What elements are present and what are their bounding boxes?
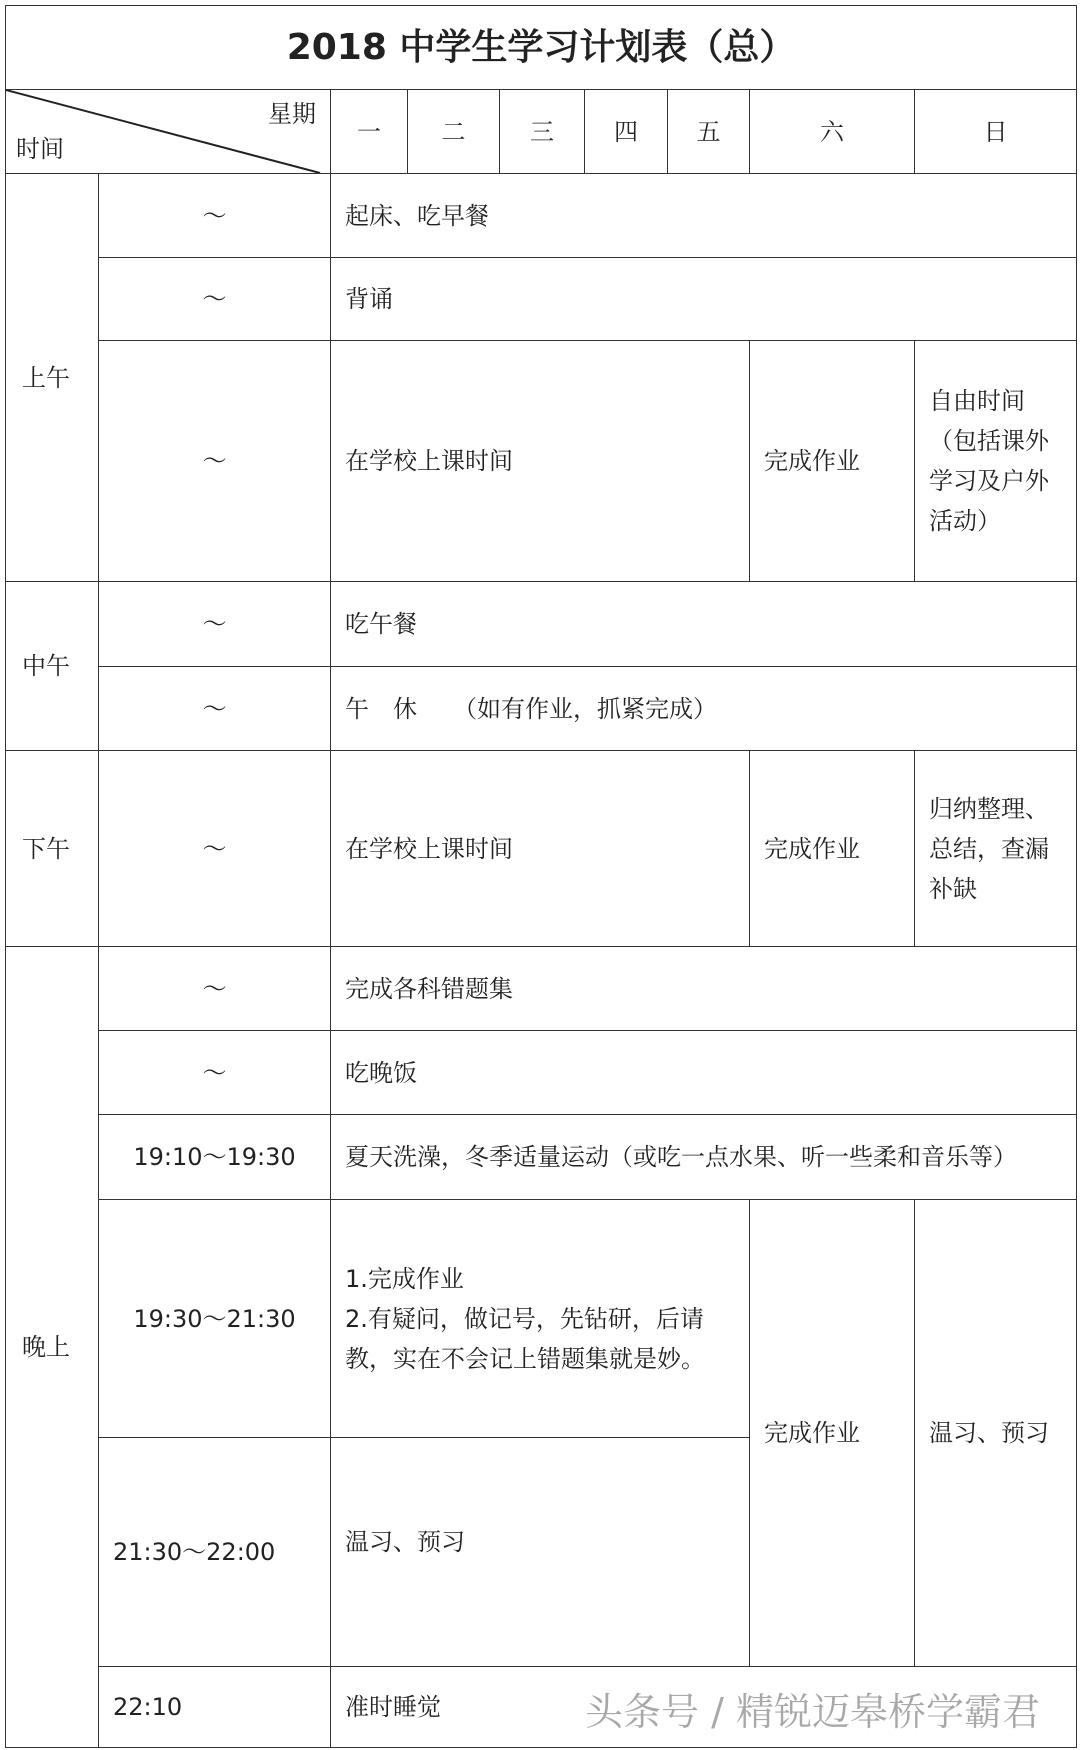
- table-row: [6, 751, 1077, 947]
- table-row: [6, 582, 1077, 667]
- activity-cell: 温习、预习: [331, 1438, 750, 1667]
- time-cell: ～: [99, 751, 331, 947]
- day-header: 四: [585, 90, 668, 174]
- time-cell: ～: [99, 947, 331, 1031]
- table-row: [6, 1115, 1077, 1200]
- time-cell: 21:30～22:00: [99, 1438, 331, 1667]
- sunday-cell: 归纳整理、总结，查漏补缺: [915, 751, 1077, 947]
- period-afternoon: 下午: [6, 751, 99, 947]
- activity-cell: 吃午餐: [331, 582, 1077, 667]
- weekday-label: 星期: [268, 100, 316, 128]
- table-row: [6, 341, 1077, 582]
- activity-cell: 起床、吃早餐: [331, 174, 1077, 258]
- saturday-cell: 完成作业: [750, 1200, 915, 1667]
- time-cell: 19:30～21:30: [99, 1200, 331, 1438]
- table-row: [6, 258, 1077, 341]
- day-header: 一: [331, 90, 408, 174]
- activity-cell: 在学校上课时间: [331, 341, 750, 582]
- diagonal-header-cell: [6, 90, 331, 174]
- period-evening: 晚上: [6, 947, 99, 1748]
- time-cell: ～: [99, 174, 331, 258]
- header-row: [6, 90, 1077, 174]
- day-header: 五: [668, 90, 750, 174]
- time-cell: 19:10～19:30: [99, 1115, 331, 1200]
- time-cell: ～: [99, 258, 331, 341]
- activity-cell: 夏天洗澡，冬季适量运动（或吃一点水果、听一些柔和音乐等）: [331, 1115, 1077, 1200]
- day-header: 日: [915, 90, 1077, 174]
- activity-cell: 背诵: [331, 258, 1077, 341]
- activity-cell: 午 休 （如有作业，抓紧完成）: [331, 667, 1077, 751]
- table-row: [6, 174, 1077, 258]
- day-header: 三: [500, 90, 585, 174]
- activity-cell: 完成各科错题集: [331, 947, 1077, 1031]
- activity-cell: 准时睡觉: [331, 1667, 1077, 1748]
- saturday-cell: 完成作业: [750, 751, 915, 947]
- day-header: 二: [408, 90, 500, 174]
- table-row: [6, 667, 1077, 751]
- table-row: [6, 947, 1077, 1031]
- activity-cell: 吃晚饭: [331, 1031, 1077, 1115]
- day-header: 六: [750, 90, 915, 174]
- page-title: 2018 中学生学习计划表（总）: [6, 6, 1077, 90]
- period-noon: 中午: [6, 582, 99, 751]
- time-cell: ～: [99, 667, 331, 751]
- time-label: 时间: [16, 135, 64, 163]
- time-cell: ～: [99, 582, 331, 667]
- sunday-cell: 自由时间（包括课外学习及户外活动）: [915, 341, 1077, 582]
- table-row: [6, 1200, 1077, 1438]
- activity-cell: 在学校上课时间: [331, 751, 750, 947]
- sunday-cell: 温习、预习: [915, 1200, 1077, 1667]
- study-plan-table: [5, 5, 1077, 1748]
- activity-line: 1.完成作业: [345, 1264, 464, 1293]
- period-morning: 上午: [6, 174, 99, 582]
- activity-line: 2.有疑问，做记号，先钻研，后请教，实在不会记上错题集就是妙。: [345, 1304, 705, 1373]
- time-cell: ～: [99, 341, 331, 582]
- activity-cell: [331, 1200, 750, 1438]
- saturday-cell: 完成作业: [750, 341, 915, 582]
- time-cell: 22:10: [99, 1667, 331, 1748]
- table-row: [6, 1031, 1077, 1115]
- time-cell: ～: [99, 1031, 331, 1115]
- watermark: 头条号 / 精锐迈皋桥学霸君: [585, 1690, 1040, 1734]
